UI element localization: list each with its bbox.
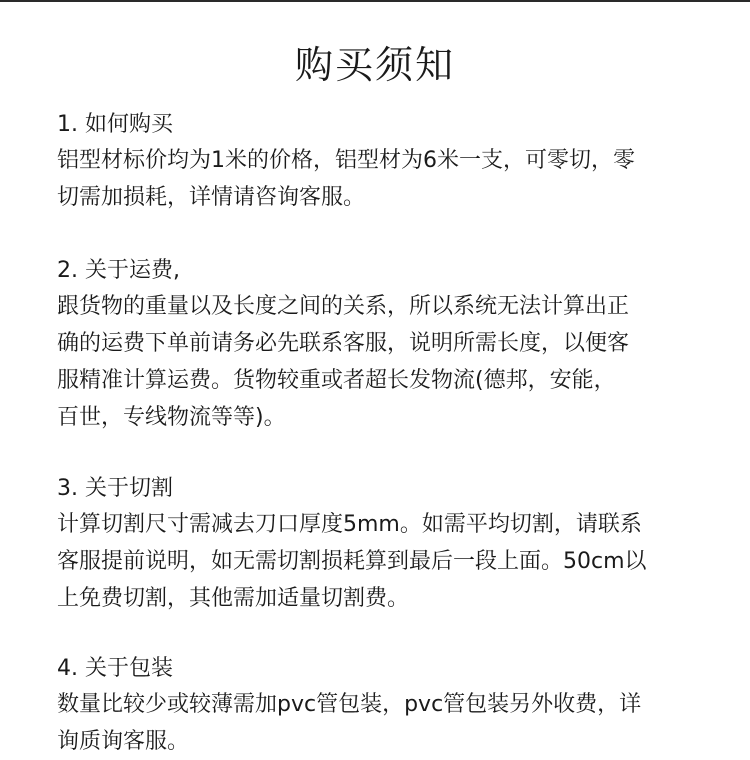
- section-text-line: 数量比较少或较薄需加pvc管包装，pvc管包装另外收费，详: [57, 692, 642, 717]
- section-text-line: 确的运费下单前请务必先联系客服，说明所需长度，以便客: [57, 331, 630, 356]
- section-heading: 3. 关于切割: [57, 476, 173, 501]
- section-packaging: [57, 652, 697, 760]
- section-how-to-buy: [57, 108, 697, 216]
- section-shipping: [57, 254, 697, 436]
- section-text-line: 计算切割尺寸需减去刀口厚度5mm。如需平均切割，请联系: [57, 512, 642, 537]
- section-text-line: 上免费切割，其他需加适量切割费。: [57, 586, 410, 611]
- section-text-line: 百世，专线物流等等)。: [57, 405, 286, 430]
- section-text-line: 服精准计算运费。货物较重或者超长发物流(德邦，安能，: [57, 368, 616, 393]
- section-heading: 4. 关于包装: [57, 656, 173, 681]
- section-text-line: 跟货物的重量以及长度之间的关系，所以系统无法计算出正: [57, 294, 630, 319]
- section-text-line: 切需加损耗，详情请咨询客服。: [57, 185, 366, 210]
- section-heading: 2. 关于运费,: [57, 258, 180, 283]
- section-text-line: 客服提前说明，如无需切割损耗算到最后一段上面。50cm以: [57, 549, 647, 574]
- section-text-line: 铝型材标价均为1米的价格，铝型材为6米一支，可零切，零: [57, 148, 635, 173]
- section-text-line: 询质询客服。: [57, 729, 190, 754]
- section-heading: 1. 如何购买: [57, 112, 173, 137]
- page-title: 购买须知: [294, 43, 455, 87]
- section-cutting: [57, 472, 697, 617]
